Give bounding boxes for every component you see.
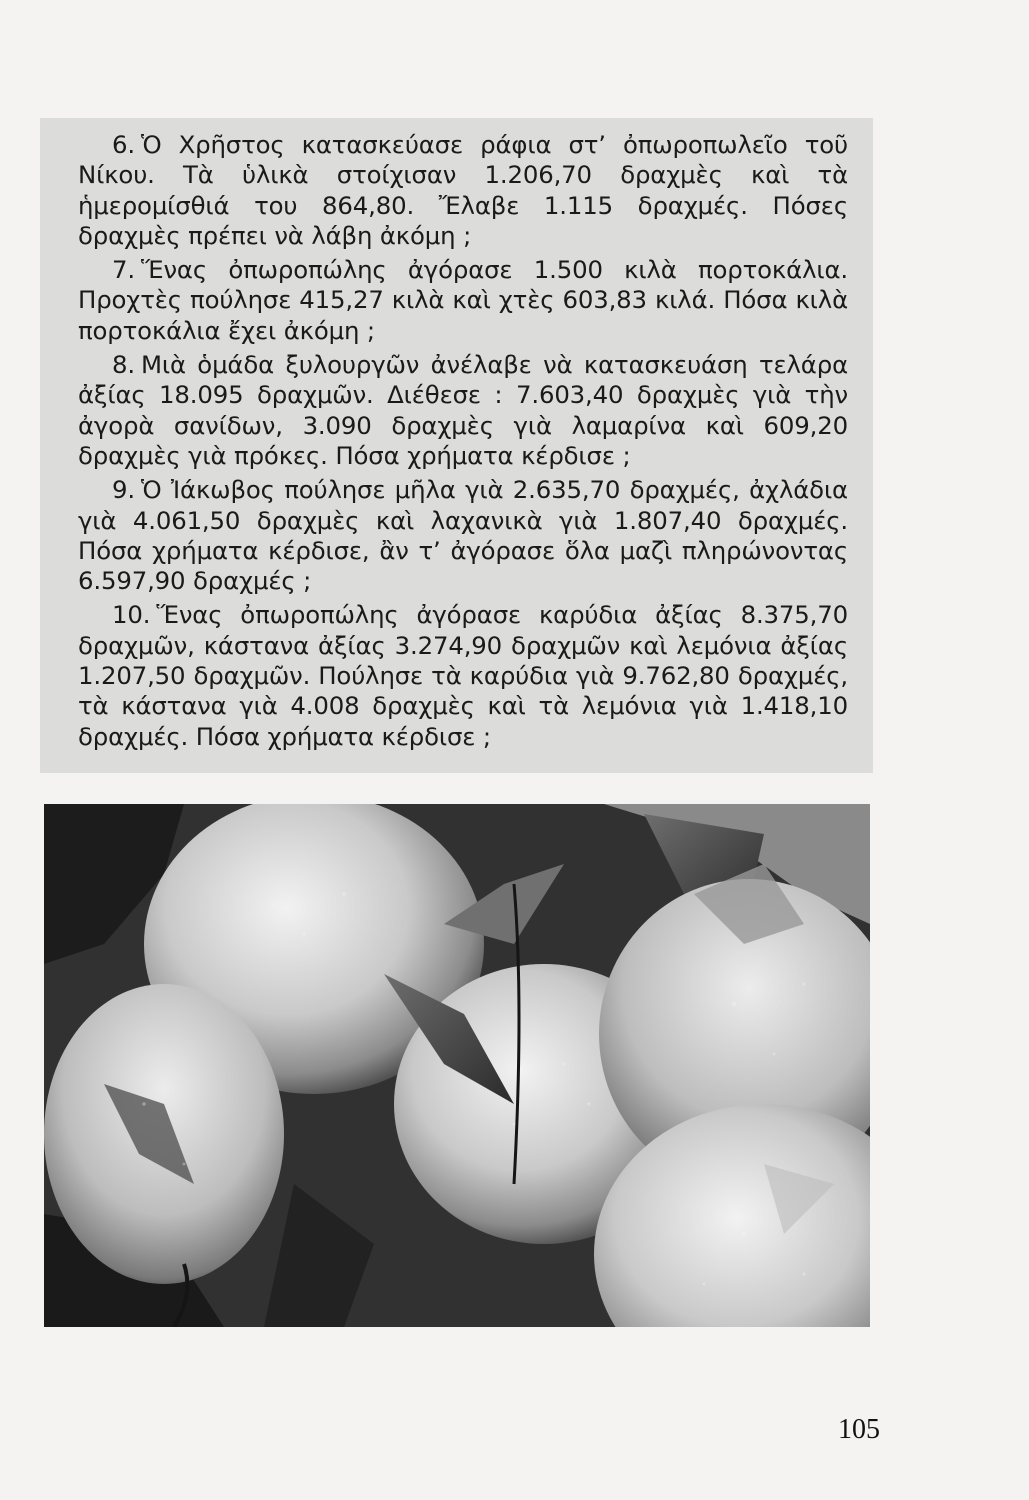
exercise-9 <box>78 475 848 596</box>
exercise-number: 7. <box>112 255 135 285</box>
exercise-10 <box>78 600 848 751</box>
exercise-text: Ἕνας ὀπωροπώλης ἀγόρασε 1.500 κιλὰ πορτοκάλια. Προχτὲς πούλησε 415,27 κιλὰ καὶ χτὲς 603,83 κιλά. Πόσα κιλὰ πορτοκάλια ἔχει ἀκόμη ; <box>78 255 848 345</box>
exercise-text: Ὁ Χρῆστος κατασκεύασε ράφια στ’ ὀπωροπωλεῖο τοῦ Νίκου. Τὰ ὑλικὰ στοίχισαν 1.206,70 δραχμὲς καὶ τὰ ἡμερομίσθιά του 864,80. Ἔλαβε 1.115 δραχμές. Πόσες δραχμὲς πρέπει νὰ λάβη ἀκόμη ; <box>78 130 848 250</box>
exercise-list <box>78 130 848 756</box>
exercise-text: Μιὰ ὁμάδα ξυλουργῶν ἀνέλαβε νὰ κατασκευάση τελάρα ἀξίας 18.095 δραχμῶν. Διέθεσε : 7.603,40 δραχμὲς γιὰ τὴν ἀγορὰ σανίδων, 3.090 δραχμὲς γιὰ λαμαρίνα καὶ 609,20 δραχμὲς γιὰ πρόκες. Πόσα χρήματα κέρδισε ; <box>78 350 848 470</box>
exercise-number: 6. <box>112 130 135 159</box>
page-number: 105 <box>838 1414 880 1445</box>
exercise-number: 9. <box>112 475 135 505</box>
exercise-7 <box>78 255 848 346</box>
oranges-photo <box>44 804 870 1327</box>
exercise-number: 8. <box>112 350 135 380</box>
exercise-6 <box>78 130 848 251</box>
exercise-text: Ὁ Ἰάκωβος πούλησε μῆλα γιὰ 2.635,70 δραχμές, ἀχλάδια γιὰ 4.061,50 δραχμὲς καὶ λαχανικὰ γιὰ 1.807,40 δραχμές. Πόσα χρήματα κέρδισε, ἂν τ’ ἀγόρασε ὅλα μαζὶ πληρώνοντας 6.597,90 δραχμές ; <box>78 475 848 596</box>
exercise-number: 10. <box>112 600 151 630</box>
exercise-8 <box>78 350 848 471</box>
exercise-text: Ἕνας ὀπωροπώλης ἀγόρασε καρύδια ἀξίας 8.375,70 δραχμῶν, κάστανα ἀξίας 3.274,90 δραχμῶν καὶ λεμόνια ἀξίας 1.207,50 δραχμῶν. Πούλησε τὰ καρύδια γιὰ 9.762,80 δραχμές, τὰ κάστανα γιὰ 4.008 δραχμὲς καὶ τὰ λεμόνια γιὰ 1.418,10 δραχμές. Πόσα χρήματα κέρδισε ; <box>78 600 848 751</box>
